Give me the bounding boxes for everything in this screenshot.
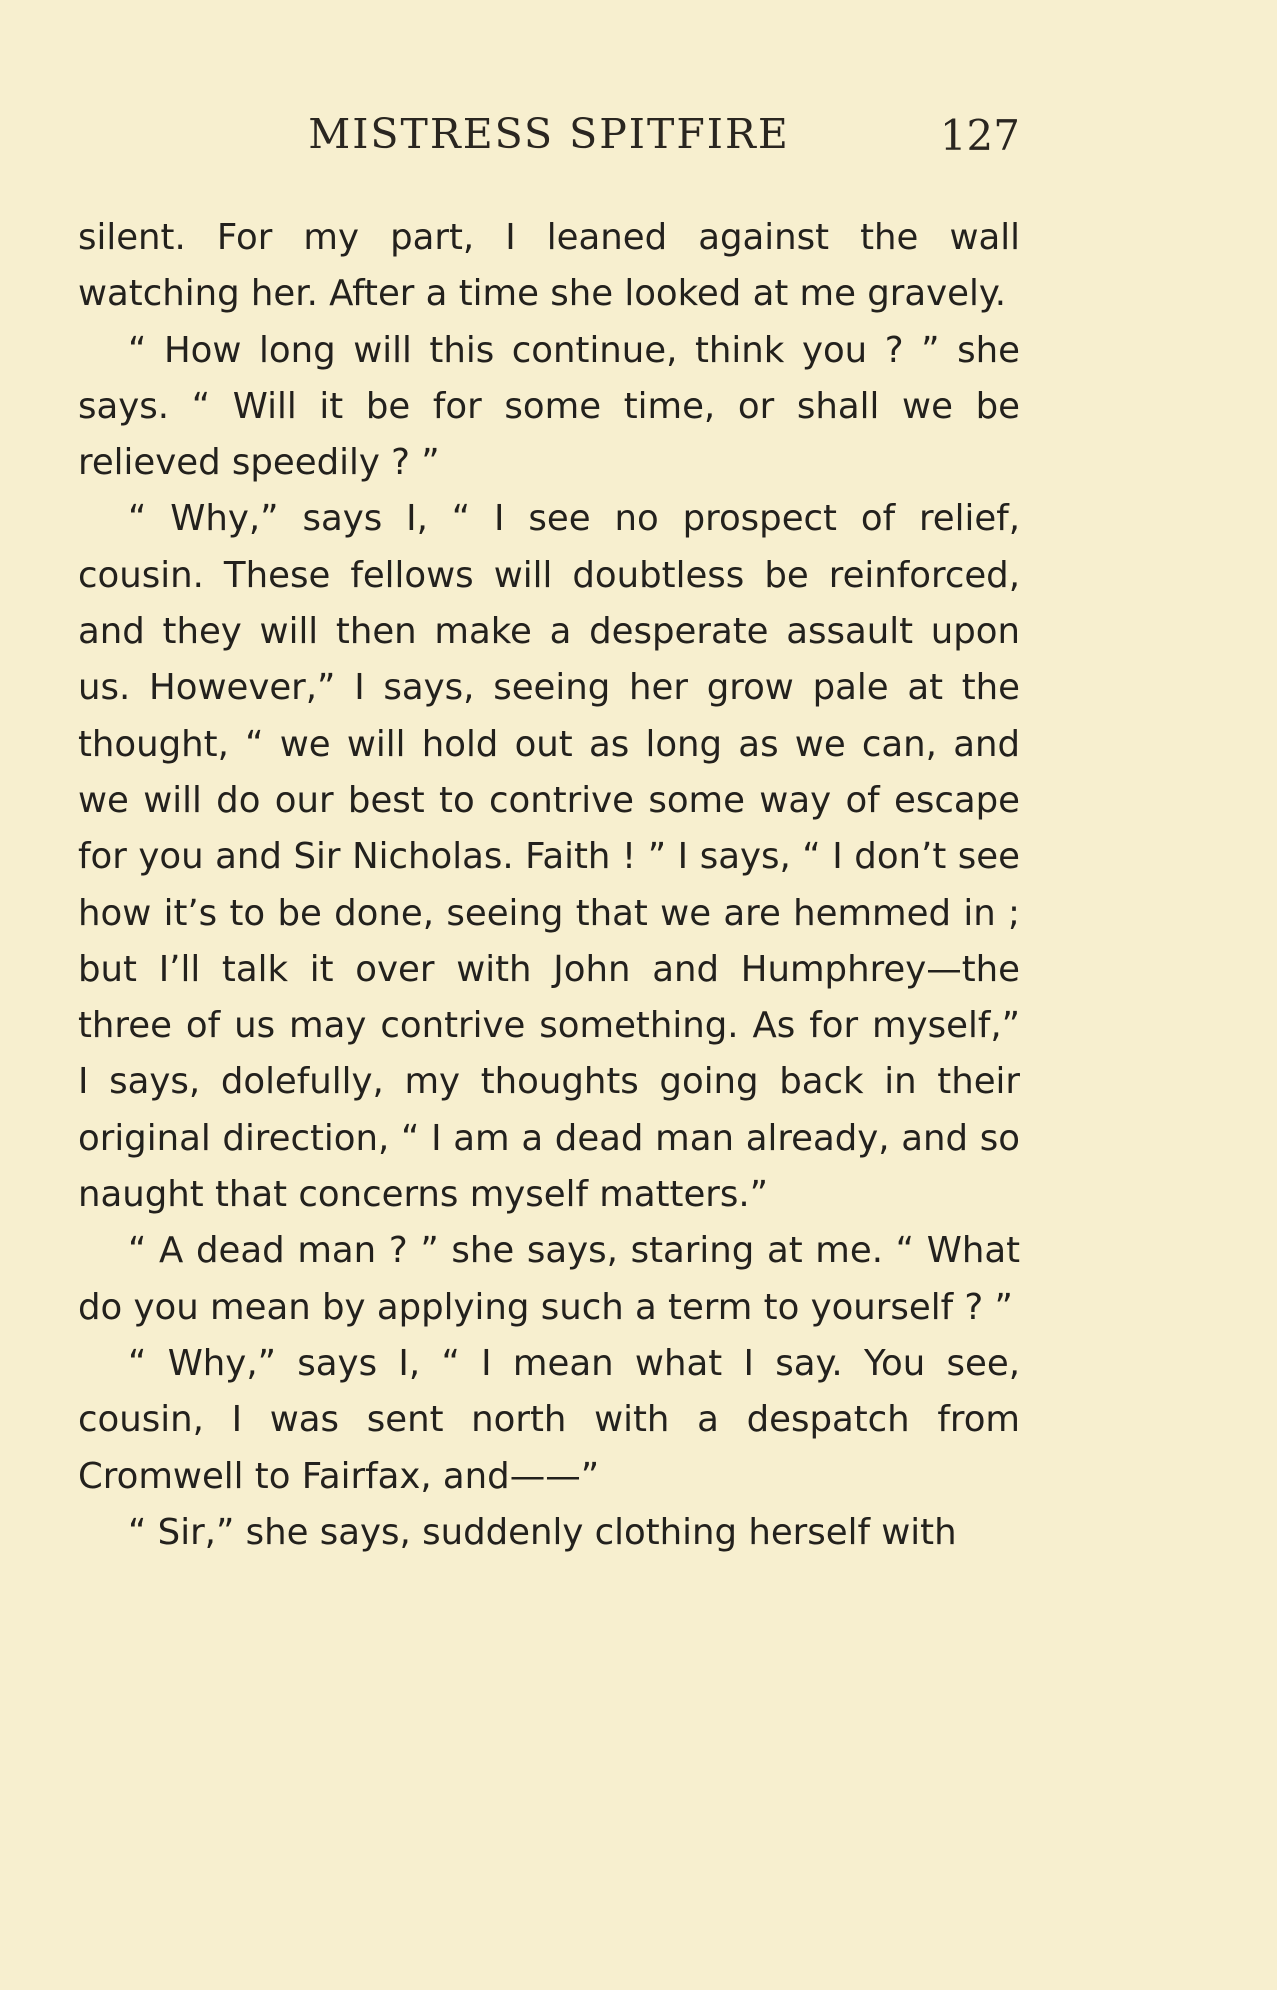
paragraph: “ Why,” says I, “ I mean what I say. You see, cousin, I was sent north with a despatch from Cromwell to Fairfax, and——”: [78, 1342, 1020, 1497]
paragraph: “ How long will this continue, think you ? ” she says. “ Will it be for some time, or shall we be relieved speedily ? ”: [78, 329, 1020, 484]
running-title: MISTRESS SPITFIRE: [308, 110, 790, 158]
paragraph: “ Why,” says I, “ I see no prospect of relief, cousin. These fellows will doubtless be reinforced, and they will then make a desperate assault upon us. However,” I says, seeing her grow pale at the thought, “ we will hold out as long as we can, and we will do our best to contrive some way of escape for you and Sir Nicholas. Faith ! ” I says, “ I don’t see how it’s to be done, seeing that we are hemmed in ; but I’ll talk it over with John and Humphrey—the three of us may contrive something. As for myself,” I says, dolefully, my thoughts going back in their original direction, “ I am a dead man already, and so naught that concerns myself matters.”: [78, 498, 1020, 1216]
running-head: [78, 104, 1020, 164]
paragraph: “ A dead man ? ” she says, staring at me. “ What do you mean by applying such a term to yourself ? ”: [78, 1230, 1020, 1328]
paragraph: “ Sir,” she says, suddenly clothing herself with: [128, 1511, 957, 1553]
page-number: 127: [939, 111, 1020, 160]
body-text: [78, 210, 1020, 1561]
paragraph: silent. For my part, I leaned against the wall watching her. After a time she looked at me gravely.: [78, 217, 1020, 315]
